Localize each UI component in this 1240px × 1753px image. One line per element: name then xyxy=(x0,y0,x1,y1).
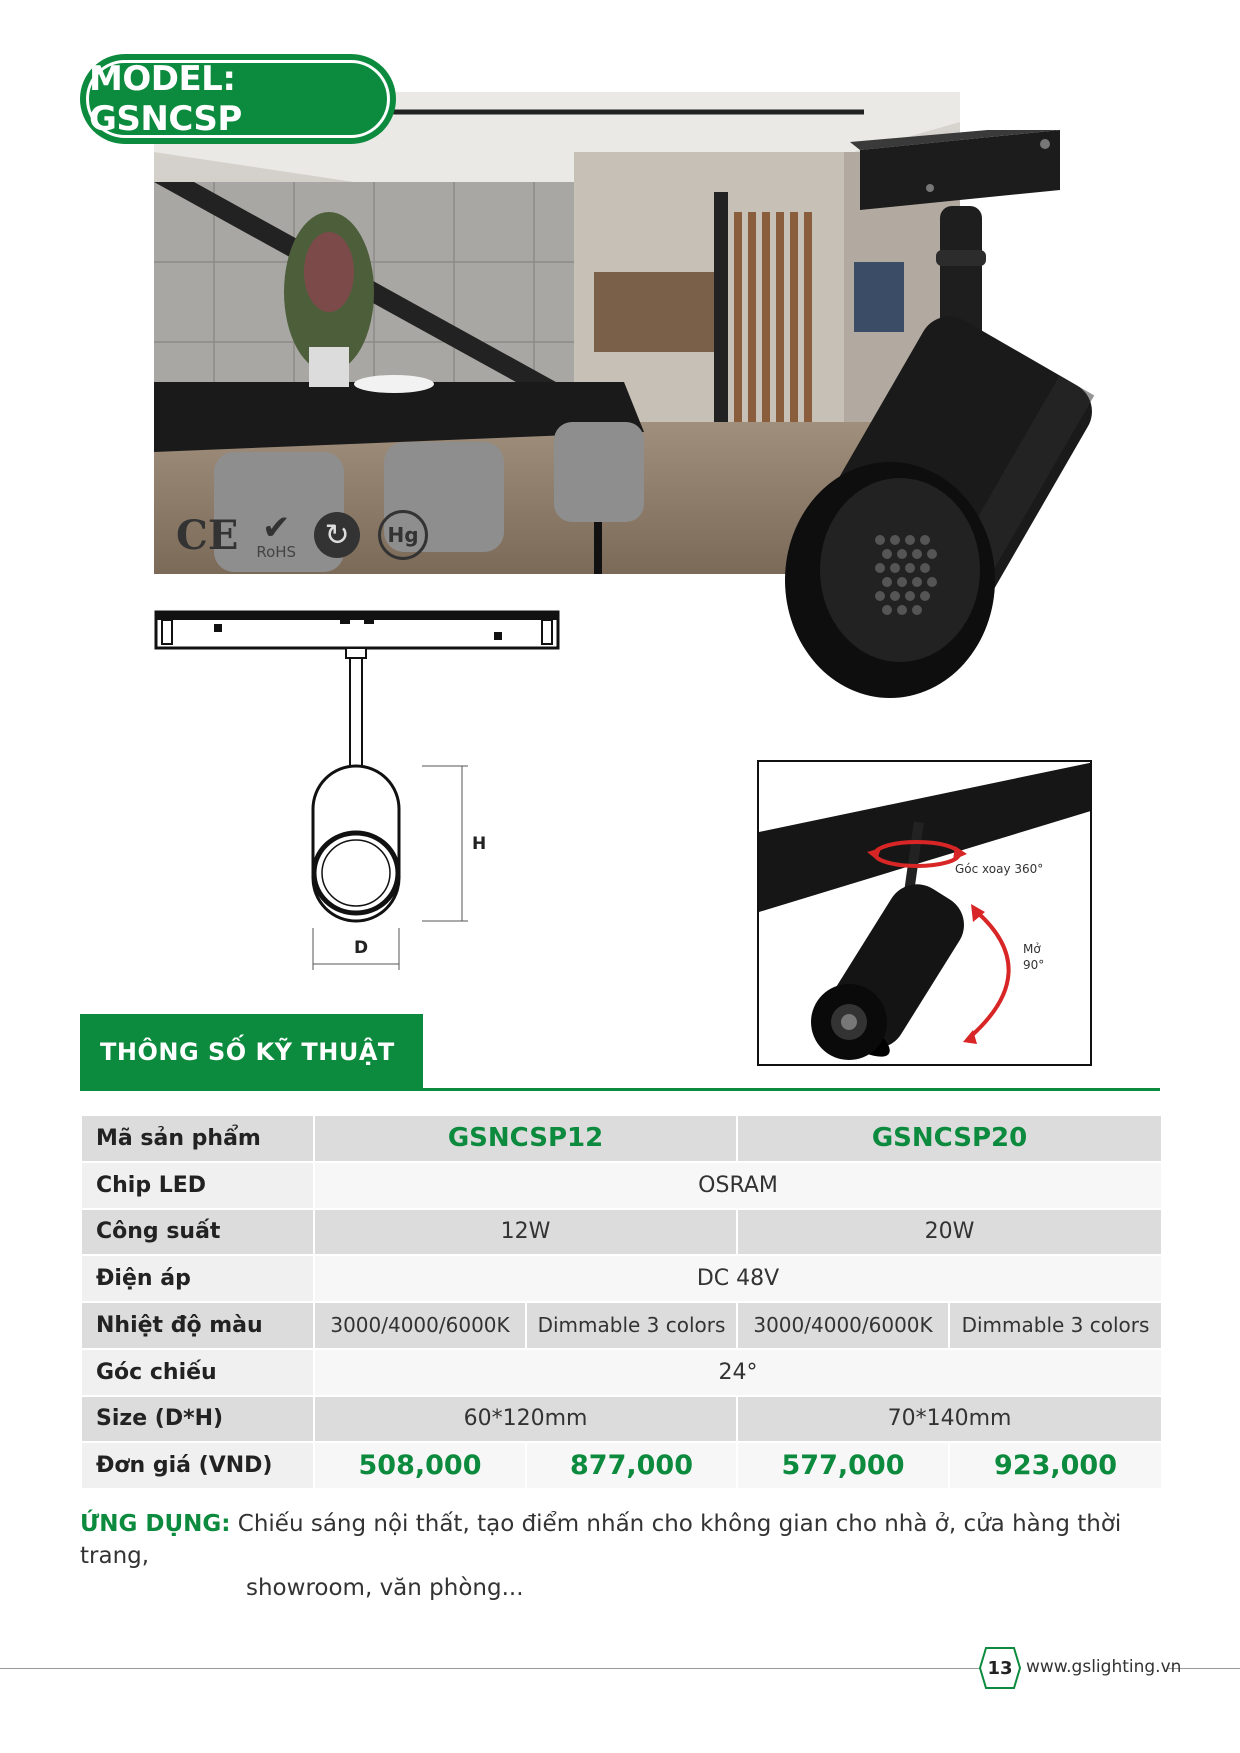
table-row xyxy=(81,1255,1162,1302)
cct-cell: Dimmable 3 colors xyxy=(526,1302,737,1349)
power-cell: 20W xyxy=(737,1209,1162,1256)
ce-mark-icon: CE xyxy=(176,511,239,559)
row-label: Góc chiếu xyxy=(81,1349,314,1396)
row-label: Nhiệt độ màu xyxy=(81,1302,314,1349)
table-row xyxy=(81,1162,1162,1209)
size-cell: 70*140mm xyxy=(737,1396,1162,1443)
section-divider xyxy=(80,1088,1160,1091)
voltage-cell: DC 48V xyxy=(314,1255,1162,1302)
rotation-inset-image xyxy=(757,760,1092,1066)
price-cell: 577,000 xyxy=(737,1442,949,1489)
price-cell: 508,000 xyxy=(314,1442,526,1489)
row-label: Điện áp xyxy=(81,1255,314,1302)
hg-free-icon: Hg xyxy=(378,510,428,560)
product-image xyxy=(760,130,1100,710)
application-text-line-1: Chiếu sáng nội thất, tạo điểm nhấn cho không gian cho nhà ở, cửa hàng thời trang, xyxy=(80,1511,1122,1569)
row-label: Chip LED xyxy=(81,1162,314,1209)
table-row xyxy=(81,1349,1162,1396)
recycle-icon: ↻ xyxy=(314,512,360,558)
table-row xyxy=(81,1442,1162,1489)
footer-divider xyxy=(0,1668,980,1669)
row-label: Công suất xyxy=(81,1209,314,1256)
row-label: Đơn giá (VND) xyxy=(81,1442,314,1489)
spec-table xyxy=(80,1114,1163,1490)
page-number: 13 xyxy=(987,1657,1013,1679)
certification-icons xyxy=(176,505,428,565)
website-link[interactable]: www.gslighting.vn xyxy=(1026,1657,1182,1677)
cct-cell: 3000/4000/6000K xyxy=(314,1302,526,1349)
dimension-drawing xyxy=(150,598,570,978)
row-label: Mã sản phẩm xyxy=(81,1115,314,1162)
row-label: Size (D*H) xyxy=(81,1396,314,1443)
height-dimension-label: H xyxy=(472,834,487,854)
rohs-icon: ✔ RoHS xyxy=(256,507,297,561)
model-badge xyxy=(80,54,396,144)
cct-cell: 3000/4000/6000K xyxy=(737,1302,949,1349)
table-row xyxy=(81,1115,1162,1162)
table-row xyxy=(81,1209,1162,1256)
size-cell: 60*120mm xyxy=(314,1396,737,1443)
model-badge-text: MODEL: GSNCSP xyxy=(86,60,390,138)
rotation-label: Góc xoay 360° xyxy=(955,862,1044,876)
model-code-cell: GSNCSP20 xyxy=(737,1115,1162,1162)
chip-cell: OSRAM xyxy=(314,1162,1162,1209)
price-cell: 923,000 xyxy=(949,1442,1162,1489)
price-cell: 877,000 xyxy=(526,1442,737,1489)
beam-angle-cell: 24° xyxy=(314,1349,1162,1396)
table-row xyxy=(81,1396,1162,1443)
application-section xyxy=(80,1508,1160,1604)
tilt-label: Mở xyxy=(1023,942,1041,956)
application-label: ỨNG DỤNG: xyxy=(80,1511,231,1537)
model-code-cell: GSNCSP12 xyxy=(314,1115,737,1162)
section-title: THÔNG SỐ KỸ THUẬT xyxy=(80,1014,423,1090)
power-cell: 12W xyxy=(314,1209,737,1256)
tilt-value: 90° xyxy=(1023,958,1045,972)
cct-cell: Dimmable 3 colors xyxy=(949,1302,1162,1349)
table-row xyxy=(81,1302,1162,1349)
diameter-dimension-label: D xyxy=(354,938,369,958)
application-text-line-2: showroom, văn phòng... xyxy=(246,1575,524,1601)
